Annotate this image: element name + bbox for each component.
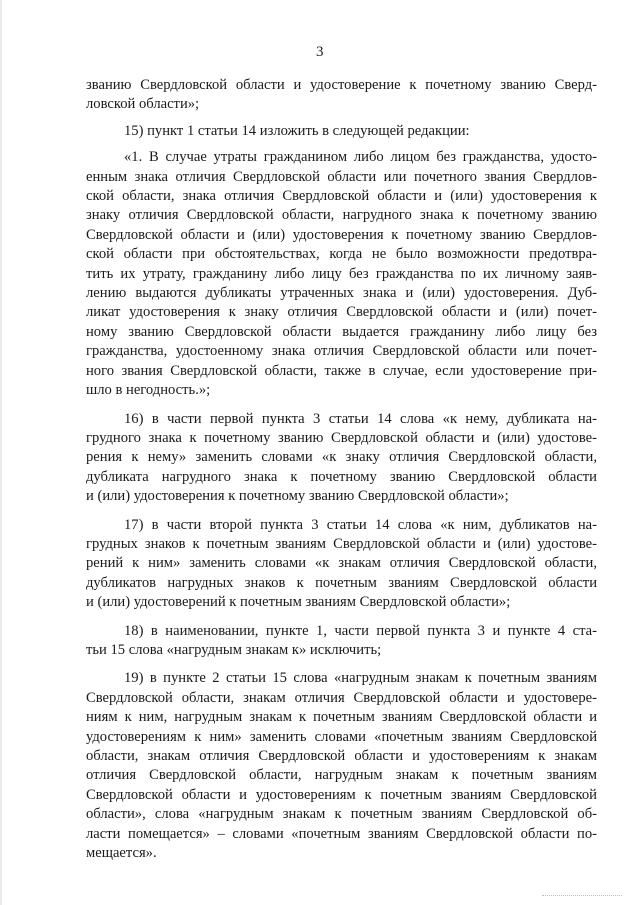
- text-line: ниям к ним, нагрудным знакам к почетным званиям Свердловской области и: [86, 709, 597, 726]
- text-line: грудного знака к почетному званию Свердловской области и (или) удостове-: [86, 429, 597, 446]
- text-line: 15) пункт 1 статьи 14 изложить в следующей редакции:: [124, 122, 470, 139]
- text-line: ного звания Свердловской области, также в случае, если удостоверение при-: [86, 362, 597, 379]
- scan-edge: [0, 0, 2, 905]
- text-line: 16) в части первой пункта 3 статьи 14 слова «к нему, дубликата на-: [124, 410, 597, 427]
- paragraph-gap: [86, 507, 597, 516]
- text-line: ному званию Свердловской области выдается гражданину либо лицу без: [86, 323, 597, 340]
- text-line: шло в негодность.»;: [86, 382, 211, 399]
- text-line: 19) в пункте 2 статьи 15 слова «нагрудным знакам к почетным званиям: [124, 670, 597, 687]
- paragraph-gap: [86, 401, 597, 410]
- text-line: 17) в части второй пункта 3 статьи 14 слова «к ним, дубликатов на-: [124, 516, 597, 533]
- text-line: и (или) удостоверения к почетному званию Свердловской области»;: [86, 488, 509, 505]
- text-line: дубликата нагрудного знака к почетному званию Свердловской области: [86, 468, 597, 485]
- text-line: ской области, знака отличия Свердловской области и (или) удостоверения к: [86, 188, 597, 205]
- text-line: ловской области»;: [86, 96, 200, 113]
- text-line: области», слова «нагрудным знакам к почетным званиям Свердловской об-: [86, 806, 597, 823]
- text-line: знаку отличия Свердловской области, нагрудного знака к почетному званию: [86, 207, 597, 224]
- text-line: Свердловской области и (или) удостоверения к почетному званию Свердлов-: [86, 226, 597, 243]
- text-line: тить их утрату, гражданину либо лицу без гражданства по их личному заяв-: [86, 265, 597, 282]
- text-line: ликат удостоверения к знаку отличия Свердловской области и (или) почет-: [86, 304, 597, 321]
- text-line: тьи 15 слова «нагрудным знакам к» исключить;: [86, 641, 382, 658]
- text-line: области, знакам отличия Свердловской области и удостоверениям к знакам: [86, 748, 597, 764]
- text-line: удостоверениям к ним» заменить словами «почетным званиям Свердловской: [86, 728, 597, 745]
- paragraph-gap: [86, 660, 597, 669]
- paragraph-gap: [86, 613, 597, 622]
- text-line: 18) в наименовании, пункте 1, части первой пункта 3 и пункте 4 ста-: [124, 622, 597, 639]
- scan-artifact: [542, 895, 622, 897]
- text-line: мещается».: [86, 845, 157, 862]
- text-line: «1. В случае утраты гражданином либо лицом без гражданства, удосто-: [124, 149, 597, 166]
- text-line: лению выдаются дубликаты утраченных знака и (или) удостоверения. Дуб-: [86, 285, 597, 302]
- text-line: гражданства, удостоенному знака отличия Свердловской области или почет-: [86, 343, 597, 360]
- text-line: ласти помещается» – словами «почетным званиям Свердловской области по-: [86, 825, 597, 842]
- text-line: енным знака отличия Свердловской области или почетного звания Свердлов-: [86, 168, 597, 185]
- text-line: рений к ним» заменить словами «к знакам отличия Свердловской области,: [86, 555, 597, 572]
- text-line: Свердловской области, знакам отличия Свердловской области и удостовере-: [86, 689, 597, 706]
- paragraph-gap: [86, 115, 597, 122]
- document-body: [86, 76, 597, 863]
- page-number: 3: [316, 44, 324, 60]
- paragraph-gap: [86, 141, 597, 148]
- text-line: и (или) удостоверений к почетным званиям Свердловской области»;: [86, 594, 511, 611]
- text-line: Свердловской области и удостоверениям к почетным званиям Свердловской: [86, 786, 597, 803]
- text-line: рения к нему» заменить словами «к знаку отличия Свердловской области,: [86, 449, 597, 466]
- text-line: ской области при обстоятельствах, когда не было возможности предотвра-: [86, 246, 597, 263]
- text-line: отличия Свердловской области, нагрудным знакам к почетным званиям: [86, 767, 597, 784]
- text-line: званию Свердловской области и удостоверение к почетному званию Сверд-: [86, 77, 597, 93]
- text-line: дубликатов нагрудных знаков к почетным званиям Свердловской области: [86, 574, 597, 591]
- text-line: грудных знаков к почетным званиям Свердловской области и (или) удостове-: [86, 535, 597, 552]
